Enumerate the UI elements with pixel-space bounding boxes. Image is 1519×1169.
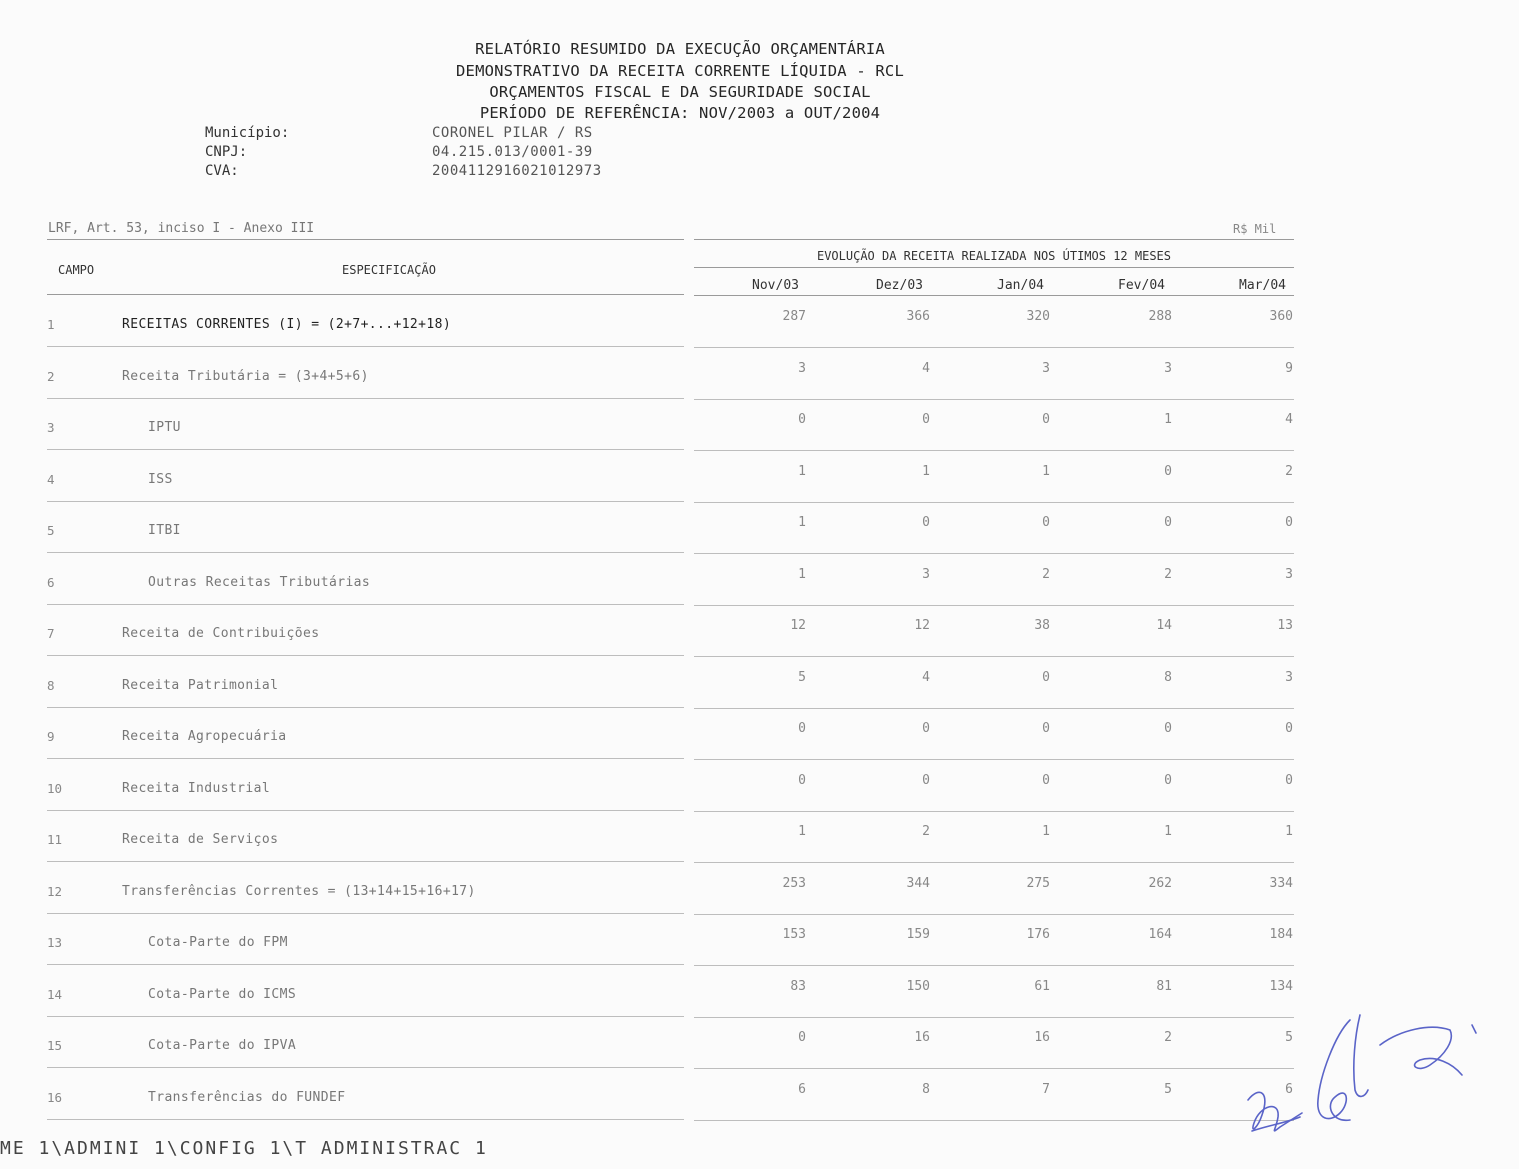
row-value: 2	[922, 824, 930, 839]
table-row	[0, 814, 1519, 865]
row-value: 2	[1285, 463, 1293, 479]
row-value: 0	[798, 772, 806, 788]
row-value: 0	[922, 412, 930, 427]
row-campo: 7	[47, 626, 55, 641]
row-value: 360	[1269, 309, 1293, 324]
month-header: Nov/03	[752, 278, 799, 293]
month-header: Fev/04	[1118, 278, 1165, 293]
row-value: 14	[1156, 618, 1172, 633]
row-value: 1	[1042, 824, 1050, 839]
row-separator	[694, 1120, 1294, 1121]
row-value: 2	[1164, 1030, 1172, 1045]
row-separator	[47, 398, 684, 399]
cva-value: 2004112916021012973	[432, 163, 602, 179]
row-value: 1	[1164, 412, 1172, 427]
row-value: 0	[1285, 772, 1293, 788]
row-separator	[47, 449, 684, 450]
row-value: 0	[798, 721, 806, 736]
row-specification: Receita Patrimonial	[122, 677, 279, 693]
row-campo: 9	[47, 729, 55, 744]
row-specification: Receita Tributária = (3+4+5+6)	[122, 368, 369, 384]
header-rule-right-bottom	[694, 295, 1294, 296]
row-value: 0	[1164, 721, 1172, 736]
cva-label: CVA:	[205, 163, 239, 179]
row-campo: 15	[47, 1038, 63, 1053]
row-value: 38	[1034, 618, 1050, 633]
row-value: 5	[1285, 1030, 1293, 1045]
row-value: 81	[1156, 978, 1172, 994]
row-separator	[47, 501, 684, 502]
row-value: 16	[914, 1030, 930, 1045]
row-separator	[47, 552, 684, 553]
row-value: 6	[798, 1081, 806, 1097]
row-specification: IPTU	[148, 420, 181, 435]
row-value: 1	[798, 566, 806, 582]
cnpj-label: CNPJ:	[205, 144, 248, 160]
row-value: 0	[1042, 669, 1050, 685]
row-value: 0	[798, 412, 806, 427]
row-specification: Receita Industrial	[122, 780, 271, 796]
row-value: 12	[790, 618, 806, 633]
row-value: 344	[906, 875, 930, 891]
row-campo: 6	[47, 574, 55, 590]
row-value: 0	[798, 1030, 806, 1045]
handwritten-signature	[1240, 1005, 1480, 1150]
table-row	[0, 299, 1519, 350]
row-value: 8	[922, 1081, 930, 1097]
row-separator	[47, 1067, 684, 1068]
table-row	[0, 917, 1519, 968]
row-value: 16	[1034, 1030, 1050, 1045]
row-separator	[694, 399, 1294, 400]
report-title-line-4: PERÍODO DE REFERÊNCIA: NOV/2003 a OUT/2004	[479, 104, 881, 122]
row-value: 4	[922, 360, 930, 376]
row-value: 1	[798, 515, 806, 530]
row-value: 1	[1042, 463, 1050, 479]
row-separator	[47, 758, 684, 759]
row-value: 0	[1164, 772, 1172, 788]
table-row	[0, 763, 1519, 814]
row-specification: Receita de Contribuições	[122, 626, 320, 641]
month-header: Jan/04	[997, 278, 1044, 293]
footer-file-path: ME 1\ADMINI 1\CONFIG 1\T ADMINISTRAC 1	[0, 1138, 488, 1159]
row-value: 0	[1042, 721, 1050, 736]
row-value: 366	[906, 309, 930, 324]
row-campo: 5	[47, 523, 55, 538]
row-value: 0	[1285, 721, 1293, 736]
row-value: 3	[798, 360, 806, 376]
row-value: 150	[906, 978, 930, 994]
row-specification: Transferências Correntes = (13+14+15+16+17)	[122, 883, 476, 899]
row-separator	[47, 964, 684, 965]
currency-unit: R$ Mil	[1233, 222, 1277, 236]
row-value: 1	[798, 463, 806, 479]
row-value: 2	[1164, 566, 1172, 582]
row-value: 7	[1042, 1081, 1050, 1097]
row-separator	[694, 1017, 1294, 1018]
row-campo: 2	[47, 368, 55, 384]
lrf-reference: LRF, Art. 53, inciso I - Anexo III	[48, 221, 315, 236]
row-value: 2	[1042, 566, 1050, 582]
row-separator	[694, 965, 1294, 966]
row-campo: 16	[47, 1089, 63, 1105]
row-value: 6	[1285, 1081, 1293, 1097]
row-value: 0	[1285, 515, 1293, 530]
row-separator	[694, 502, 1294, 503]
row-value: 8	[1164, 669, 1172, 685]
row-separator	[694, 553, 1294, 554]
month-header: Dez/03	[876, 278, 923, 293]
row-separator	[47, 604, 684, 605]
row-value: 61	[1034, 978, 1050, 994]
report-title-line-1: RELATÓRIO RESUMIDO DA EXECUÇÃO ORÇAMENTÁRIA	[475, 40, 885, 58]
column-header-especificacao: ESPECIFICAÇÃO	[342, 263, 436, 277]
row-value: 0	[922, 772, 930, 788]
header-rule-left-bottom	[47, 294, 684, 295]
cnpj-value: 04.215.013/0001-39	[432, 144, 593, 160]
report-title-line-2: DEMONSTRATIVO DA RECEITA CORRENTE LÍQUIDA - RCL	[456, 62, 904, 80]
row-separator	[694, 811, 1294, 812]
row-value: 12	[914, 618, 930, 633]
report-title-line-3: ORÇAMENTOS FISCAL E DA SEGURIDADE SOCIAL	[489, 83, 871, 101]
row-specification: ITBI	[148, 523, 181, 538]
row-separator	[694, 605, 1294, 606]
row-separator	[694, 450, 1294, 451]
row-value: 4	[922, 669, 930, 685]
row-value: 0	[922, 721, 930, 736]
row-value: 153	[782, 927, 806, 942]
row-separator	[47, 1016, 684, 1017]
row-campo: 11	[47, 832, 63, 847]
row-specification: Cota-Parte do IPVA	[148, 1038, 297, 1053]
row-separator	[47, 1119, 684, 1120]
row-value: 0	[1042, 412, 1050, 427]
column-header-campo: CAMPO	[58, 263, 95, 277]
row-value: 253	[782, 875, 806, 891]
row-value: 262	[1148, 875, 1172, 891]
row-value: 0	[1164, 515, 1172, 530]
row-value: 1	[922, 463, 930, 479]
row-specification: ISS	[148, 471, 173, 487]
row-campo: 12	[47, 883, 63, 899]
row-value: 3	[1042, 360, 1050, 376]
row-separator	[694, 759, 1294, 760]
row-value: 3	[1164, 360, 1172, 376]
row-specification: Receita de Serviços	[122, 832, 279, 847]
row-value: 0	[1164, 463, 1172, 479]
row-campo: 14	[47, 986, 63, 1002]
row-value: 334	[1269, 875, 1293, 891]
row-value: 83	[790, 978, 806, 994]
column-group-header: EVOLUÇÃO DA RECEITA REALIZADA NOS ÚTIMOS 12 MESES	[816, 249, 1171, 263]
row-value: 287	[782, 309, 806, 324]
row-separator	[694, 1068, 1294, 1069]
table-row	[0, 608, 1519, 659]
row-separator	[47, 810, 684, 811]
row-value: 176	[1026, 927, 1050, 942]
row-specification: Transferências do FUNDEF	[148, 1089, 346, 1105]
row-campo: 8	[47, 677, 55, 693]
row-value: 4	[1285, 412, 1293, 427]
row-value: 134	[1269, 978, 1293, 994]
row-specification: Cota-Parte do FPM	[148, 935, 288, 950]
row-campo: 10	[47, 780, 63, 796]
row-campo: 4	[47, 471, 55, 487]
row-value: 0	[1042, 772, 1050, 788]
row-campo: 13	[47, 935, 63, 950]
row-campo: 3	[47, 420, 55, 435]
group-header-rule	[694, 267, 1294, 268]
row-specification: Cota-Parte do ICMS	[148, 986, 297, 1002]
row-value: 1	[1164, 824, 1172, 839]
row-value: 5	[798, 669, 806, 685]
row-value: 288	[1148, 309, 1172, 324]
row-campo: 1	[47, 317, 55, 332]
row-value: 0	[1042, 515, 1050, 530]
row-value: 3	[1285, 669, 1293, 685]
table-row	[0, 402, 1519, 453]
municipio-value: CORONEL PILAR / RS	[432, 125, 593, 141]
row-value: 3	[922, 566, 930, 582]
row-value: 9	[1285, 360, 1293, 376]
row-separator	[694, 347, 1294, 348]
row-value: 3	[1285, 566, 1293, 582]
row-separator	[47, 861, 684, 862]
row-specification: Receita Agropecuária	[122, 729, 287, 744]
month-header: Mar/04	[1239, 278, 1286, 293]
municipio-label: Município:	[205, 125, 290, 141]
row-separator	[694, 708, 1294, 709]
table-row	[0, 711, 1519, 762]
row-value: 0	[922, 515, 930, 530]
table-row	[0, 351, 1519, 402]
row-value: 13	[1277, 618, 1293, 633]
row-value: 184	[1269, 927, 1293, 942]
row-value: 320	[1026, 309, 1050, 324]
row-specification: Outras Receitas Tributárias	[148, 574, 371, 590]
table-row	[0, 454, 1519, 505]
table-row	[0, 866, 1519, 917]
row-value: 164	[1148, 927, 1172, 942]
row-value: 275	[1026, 875, 1050, 891]
header-rule-right-top	[694, 239, 1294, 240]
table-row	[0, 505, 1519, 556]
row-separator	[47, 346, 684, 347]
row-value: 159	[906, 927, 930, 942]
row-separator	[47, 655, 684, 656]
row-separator	[47, 913, 684, 914]
row-specification: RECEITAS CORRENTES (I) = (2+7+...+12+18)	[122, 317, 452, 332]
row-separator	[694, 656, 1294, 657]
row-value: 1	[798, 824, 806, 839]
table-row	[0, 660, 1519, 711]
header-rule-left-top	[47, 239, 684, 240]
table-row	[0, 557, 1519, 608]
row-value: 1	[1285, 824, 1293, 839]
row-value: 5	[1164, 1081, 1172, 1097]
row-separator	[47, 707, 684, 708]
row-separator	[694, 914, 1294, 915]
row-separator	[694, 862, 1294, 863]
